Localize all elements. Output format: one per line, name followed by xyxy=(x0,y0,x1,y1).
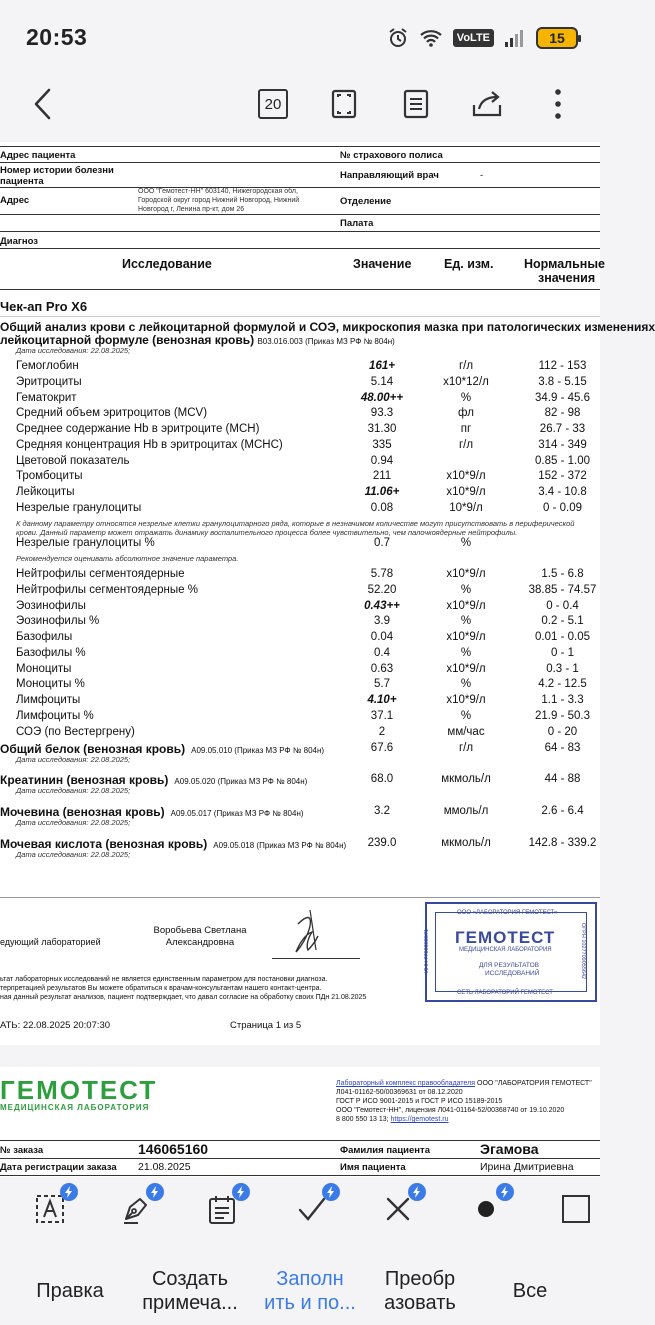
gemotest-logo xyxy=(0,1077,157,1112)
row-value: 0.63 xyxy=(370,662,394,675)
test-name: Мочевина (венозная кровь) xyxy=(0,805,165,819)
dot-icon xyxy=(476,1199,496,1219)
row-ref: 0 - 1 xyxy=(550,646,574,659)
fill-form-tool[interactable] xyxy=(202,1189,242,1229)
battery-indicator xyxy=(536,27,578,49)
row-name: Средняя концентрация Hb в эритроцитах (MCHC) xyxy=(16,438,283,451)
address-line-3: Новгород г, Ленина пр-кт, дом 26 xyxy=(138,206,245,213)
row-unit: % xyxy=(460,646,472,659)
row-ref: 38.85 - 74.57 xyxy=(528,583,597,596)
row-ref: 26.7 - 33 xyxy=(539,423,586,435)
stamp-bottom: СЕТЬ ЛАБОРАТОРИЙ ГЕМОТЕСТ xyxy=(457,990,553,996)
print-date: АТЬ: 22.08.2025 20:07:30 xyxy=(0,1020,111,1031)
row-ref: 3.8 - 5.15 xyxy=(538,375,587,388)
table-row xyxy=(0,470,600,486)
tab-convert-label-2: азовать xyxy=(384,1292,456,1314)
logo-sub: МЕДИЦИНСКАЯ ЛАБОРАТОРИЯ xyxy=(0,1103,150,1112)
row-name: Моноциты xyxy=(16,662,72,675)
table-row xyxy=(0,694,600,710)
surname-label: Фамилия пациента xyxy=(340,1145,430,1156)
department-label: Отделение xyxy=(340,196,392,207)
row-unit: г/л xyxy=(458,438,474,451)
row-value: 2 xyxy=(378,725,386,738)
row-name: Незрелые гранулоциты xyxy=(16,501,142,514)
row-ref: 1.1 - 3.3 xyxy=(541,694,584,706)
top-toolbar xyxy=(0,70,600,142)
row-name: Гематокрит xyxy=(16,391,77,404)
row-value: 0.7 xyxy=(374,537,390,549)
row-ref: 3.4 - 10.8 xyxy=(538,486,587,498)
test-name: Общий белок (венозная кровь) xyxy=(0,742,186,756)
row-ref: 44 - 88 xyxy=(544,773,581,785)
row-ref: 1.5 - 6.8 xyxy=(541,568,584,580)
lab-owner-link[interactable]: Лабораторный комплекс правообладателя xyxy=(336,1080,476,1087)
row-value: 48.00++ xyxy=(360,391,404,404)
row-unit: мкмоль/л xyxy=(441,837,491,849)
row-unit: фл xyxy=(458,407,474,420)
row-ref: 2.6 - 6.4 xyxy=(541,805,584,817)
row-value: 0.43++ xyxy=(364,599,400,612)
row-value: 3.2 xyxy=(374,805,390,817)
stamp-sub: МЕДИЦИНСКАЯ ЛАБОРАТОРИЯ xyxy=(459,947,552,953)
ig-note-1: К данному параметру относятся незрелые клетки гранулоцитарного ряда, которые в незначимом количестве могут присутствовать в периферической xyxy=(16,519,575,528)
row-unit: % xyxy=(460,391,472,404)
row-name: Лимфоциты % xyxy=(16,709,94,722)
checkmark-tool[interactable] xyxy=(292,1189,332,1229)
logo-main: ГЕМОТЕСТ xyxy=(0,1075,158,1105)
stamp-brand: ГЕМОТЕСТ xyxy=(455,928,556,947)
row-name: СОЭ (по Вестергрену) xyxy=(16,725,135,738)
row-name: Тромбоциты xyxy=(16,470,83,483)
stamp-ogrn: ОГРН 1027709055642 xyxy=(580,922,587,980)
tab-edit[interactable] xyxy=(15,1267,125,1303)
annotate-tool[interactable] xyxy=(116,1189,156,1229)
row-value: 4.10+ xyxy=(367,694,397,706)
table-row xyxy=(0,726,600,742)
diagnosis-label: Диагноз xyxy=(0,236,38,247)
lightning-icon xyxy=(500,1186,510,1198)
row-value: 11.06+ xyxy=(364,486,400,498)
row-value: 67.6 xyxy=(370,742,394,754)
row-unit: % xyxy=(460,537,472,549)
cbc-title-text: лейкоцитарной формуле (венозная кровь) xyxy=(0,333,255,347)
table-row xyxy=(0,439,600,455)
row-value: 37.1 xyxy=(370,709,394,722)
lightning-icon xyxy=(64,1186,74,1198)
address-line-1: ООО "Гемотест-НН" 603140, Нижегородская обл, xyxy=(138,188,298,195)
back-button[interactable] xyxy=(28,84,58,124)
row-ref: 314 - 349 xyxy=(538,438,587,451)
test-date: Дата исследования: 22.08.2025; xyxy=(16,818,131,827)
cbc-title-line-1: Общий анализ крови с лейкоцитарной формулой и СОЭ, микроскопия мазка при патологических изменениях xyxy=(0,320,655,334)
battery-level: 15 xyxy=(549,30,565,46)
lab-phone: 8 800 550 13 13; xyxy=(336,1116,389,1123)
table-row xyxy=(0,455,600,471)
table-row xyxy=(0,568,600,584)
col-ref-header-2: значения xyxy=(538,271,596,285)
test-code: A09.05.010 (Приказ МЗ РФ № 804н) xyxy=(191,746,325,755)
test-date: Дата исследования: 22.08.2025; xyxy=(16,755,131,764)
ig-note-2: крови. Данный параметр может отражать динамику воспалительного процесса более чувствительно, чем палочкоядерные нейтрофилы. xyxy=(16,528,518,537)
row-ref: 0.3 - 1 xyxy=(546,662,579,675)
row-name: Эозинофилы % xyxy=(16,615,100,628)
col-value-header: Значение xyxy=(353,257,412,271)
row-value: 31.30 xyxy=(367,423,397,435)
panel-title: Чек-ап Pro X6 xyxy=(0,299,88,314)
row-value: 5.78 xyxy=(370,568,394,580)
volte-indicator: VoLTE xyxy=(453,29,494,47)
lightning-icon xyxy=(412,1186,422,1198)
premium-badge xyxy=(322,1183,340,1201)
row-name: Базофилы xyxy=(16,631,73,643)
share-button[interactable] xyxy=(468,84,508,124)
row-value: 52.20 xyxy=(367,583,397,596)
table-row xyxy=(0,376,600,392)
lab-website-link[interactable]: https://gemotest.ru xyxy=(390,1116,449,1123)
row-unit: x10*9/л xyxy=(446,599,486,612)
row-unit: пг xyxy=(460,423,472,435)
dot-tool[interactable] xyxy=(466,1189,506,1229)
table-row xyxy=(0,710,600,726)
disclaimer-1: ьтат лабораторных исследований не является единственным параметром для постановки диагноза. xyxy=(0,976,328,983)
row-value: 211 xyxy=(372,470,392,483)
col-unit-header: Ед. изм. xyxy=(444,257,494,271)
row-name: Эритроциты xyxy=(16,375,82,388)
row-value: 0.08 xyxy=(370,501,394,514)
disclaimer-2: терпретацией результатов Вы можете обратиться к врачам-консультантам нашего контакт-центра. xyxy=(0,985,322,992)
row-unit: x10*9/л xyxy=(446,486,486,498)
row-ref: 142.8 - 339.2 xyxy=(528,837,597,849)
row-ref: 21.9 - 50.3 xyxy=(535,709,590,722)
tab-convert[interactable] xyxy=(365,1267,475,1315)
tab-all-label-1: Все xyxy=(512,1280,548,1302)
name-label: Имя пациента xyxy=(340,1162,406,1173)
lab-stamp xyxy=(425,902,597,1002)
table-row xyxy=(0,584,600,600)
row-unit: x10*12/л xyxy=(443,375,489,388)
table-row xyxy=(0,647,600,663)
bottom-action-bar xyxy=(0,1177,600,1325)
row-name: Гемоглобин xyxy=(16,360,79,372)
row-ref: 82 - 98 xyxy=(544,407,581,420)
head-name-2: Александровна xyxy=(165,937,235,948)
surname-value: Эгамова xyxy=(480,1141,539,1157)
cross-tool[interactable] xyxy=(378,1189,418,1229)
row-name: Лейкоциты xyxy=(16,486,75,498)
row-value: 5.14 xyxy=(370,375,394,388)
fit-screen-icon xyxy=(331,89,357,119)
table-row xyxy=(0,423,600,439)
signal-icon xyxy=(504,28,526,48)
premium-badge xyxy=(232,1183,250,1201)
rectangle-icon xyxy=(561,1194,591,1224)
test-date: Дата исследования: 22.08.2025; xyxy=(16,786,131,795)
table-row xyxy=(0,600,600,616)
row-name: Лимфоциты xyxy=(16,694,81,706)
referring-doctor-label: Направляющий врач xyxy=(340,170,439,181)
clock: 20:53 xyxy=(26,24,88,50)
row-ref: 64 - 83 xyxy=(544,742,581,754)
col-ref-header-1: Нормальные xyxy=(524,257,605,271)
table-row xyxy=(0,502,600,518)
row-ref: 0.2 - 5.1 xyxy=(541,615,584,628)
signature-image xyxy=(270,904,360,960)
name-value: Ирина Дмитриевна xyxy=(480,1161,574,1173)
insurance-label: № страхового полиса xyxy=(340,150,443,161)
row-name: Эозинофилы xyxy=(16,599,86,612)
disclaimer-3: ная данный результат анализов, пациент подтверждает, что давал согласие на обработку своих ПДн 21.08.2025 xyxy=(0,994,367,1001)
row-unit: x10*9/л xyxy=(446,470,486,483)
row-name: Нейтрофилы сегментоядерные xyxy=(16,568,185,580)
head-role: едующий лабораторией xyxy=(0,937,101,947)
head-name-1: Воробьева Светлана xyxy=(153,925,247,936)
row-ref: 152 - 372 xyxy=(538,470,587,483)
lab-line-3: ГОСТ Р ИСО 9001-2015 и ГОСТ Р ИСО 15189-2015 xyxy=(336,1098,503,1105)
lightning-icon xyxy=(150,1186,160,1198)
page-separator xyxy=(0,1045,600,1067)
stamp-top: ООО «ЛАБОРАТОРИЯ ГЕМОТЕСТ» xyxy=(457,910,558,916)
table-row xyxy=(0,392,600,408)
lab-owner-name: ООО "ЛАБОРАТОРИЯ ГЕМОТЕСТ" xyxy=(477,1080,592,1087)
row-unit: ммоль/л xyxy=(443,805,489,817)
row-ref: 112 - 153 xyxy=(538,360,587,372)
row-unit: x10*9/л xyxy=(446,662,486,675)
table-row xyxy=(0,537,600,553)
premium-badge xyxy=(496,1183,514,1201)
status-bar xyxy=(0,0,600,70)
row-unit: % xyxy=(460,583,472,596)
tab-convert-label-1: Преобр xyxy=(384,1268,456,1290)
row-unit: x10*9/л xyxy=(446,631,486,643)
page-number: Страница 1 из 5 xyxy=(230,1020,302,1031)
table-row xyxy=(0,360,600,376)
wifi-icon xyxy=(419,28,443,48)
row-unit: x10*9/л xyxy=(446,694,486,706)
referring-doctor-value: - xyxy=(480,170,484,181)
share-icon xyxy=(471,89,505,119)
cbc-title-line-2 xyxy=(0,333,395,347)
edit-text-tool[interactable] xyxy=(30,1189,70,1229)
row-ref: 4.2 - 12.5 xyxy=(538,678,587,691)
row-name: Среднее содержание Hb в эритроците (MCH) xyxy=(16,423,260,435)
table-row xyxy=(0,615,600,631)
row-unit: 10*9/л xyxy=(449,501,483,514)
row-ref: 34.9 - 45.6 xyxy=(535,391,590,404)
row-unit: % xyxy=(460,709,472,722)
ward-label: Палата xyxy=(340,218,374,229)
tab-create-note-label-2: примеча... xyxy=(142,1292,238,1314)
row-ref: 0 - 0.4 xyxy=(546,599,579,612)
order-value: 146065160 xyxy=(138,1141,209,1157)
fit-page-button[interactable] xyxy=(326,84,362,124)
row-name: Нейтрофилы сегментоядерные % xyxy=(16,583,198,596)
row-value: 0.4 xyxy=(374,646,390,659)
row-name: Цветовой показатель xyxy=(16,454,130,467)
lightning-icon xyxy=(326,1186,336,1198)
row-value: 335 xyxy=(372,438,392,451)
row-unit: мм/час xyxy=(447,725,485,738)
lightning-icon xyxy=(236,1186,246,1198)
row-value: 161+ xyxy=(369,360,395,372)
checkmark-icon xyxy=(297,1195,327,1223)
table-row xyxy=(0,678,600,694)
stamp-for-2: ИССЛЕДОВАНИЙ xyxy=(485,970,540,977)
test-name: Креатинин (венозная кровь) xyxy=(0,773,169,787)
row-name: Незрелые гранулоциты % xyxy=(16,537,155,549)
row-ref: 0 - 0.09 xyxy=(543,501,582,514)
row-value: 239.0 xyxy=(367,837,397,849)
row-name: Средний объем эритроцитов (MCV) xyxy=(16,407,208,420)
premium-badge xyxy=(408,1183,426,1201)
back-arrow-icon xyxy=(33,88,53,120)
page-count: 20 xyxy=(258,89,288,119)
lab-line-2: Л041-01162-50/00369631 от 08.12.2020 xyxy=(336,1089,463,1096)
row-ref: 0.85 - 1.00 xyxy=(535,454,590,467)
reg-date-label: Дата регистрации заказа xyxy=(0,1162,117,1173)
lab-line-4: ООО "Гемотест-НН", лицензия Л041-01164-52/00368740 от 19.10.2020 xyxy=(336,1107,565,1114)
row-value: 93.3 xyxy=(370,407,394,420)
history-label: Номер истории болезни пациента xyxy=(0,165,114,187)
test-code: A09.05.020 (Приказ МЗ РФ № 804н) xyxy=(174,777,308,786)
stamp-inn: ИНН 7709383571 xyxy=(424,928,431,974)
tab-all[interactable] xyxy=(475,1267,585,1303)
test-date: Дата исследования: 22.08.2025; xyxy=(16,850,131,859)
more-vertical-icon xyxy=(554,88,562,120)
status-icons xyxy=(387,26,578,50)
address-line-2: Городской округ город Нижний Новгород, Нижний xyxy=(138,197,300,204)
row-value: 0.94 xyxy=(370,454,394,467)
cross-icon xyxy=(384,1195,412,1223)
tab-fill-sign-label-2: ить и по... xyxy=(264,1292,356,1314)
col-test-header: Исследование xyxy=(122,257,212,271)
cbc-study-date: Дата исследования: 22.08.2025; xyxy=(16,346,131,355)
address-label: Адрес xyxy=(0,195,30,206)
row-value: 3.9 xyxy=(374,615,390,628)
stamp-for-1: ДЛЯ РЕЗУЛЬТАТОВ xyxy=(479,962,539,969)
tab-create-note-label-1: Создать xyxy=(151,1268,228,1290)
row-unit: % xyxy=(460,678,472,691)
row-unit: г/л xyxy=(458,742,474,754)
row-name: Моноциты % xyxy=(16,678,85,691)
alarm-icon xyxy=(387,27,409,49)
row-unit: мкмоль/л xyxy=(441,773,491,785)
premium-badge xyxy=(60,1183,78,1201)
reading-mode-button[interactable] xyxy=(398,84,434,124)
row-value: 68.0 xyxy=(370,773,394,785)
tab-fill-sign[interactable] xyxy=(255,1267,365,1315)
row-value: 5.7 xyxy=(374,678,390,691)
table-row xyxy=(0,407,600,423)
row-unit: % xyxy=(460,615,472,628)
document-view-icon xyxy=(403,89,429,119)
more-options-button[interactable] xyxy=(546,84,570,124)
row-ref: 0 - 20 xyxy=(547,725,578,738)
row-unit: г/л xyxy=(458,360,474,372)
row-name: Базофилы % xyxy=(16,646,86,659)
test-code: A09.05.018 (Приказ МЗ РФ № 804н) xyxy=(213,841,347,850)
table-row xyxy=(0,486,600,502)
rectangle-tool[interactable] xyxy=(556,1189,596,1229)
tab-fill-sign-label-1: Заполн xyxy=(276,1268,344,1290)
row-ref: 0.01 - 0.05 xyxy=(535,631,590,643)
reg-date-value: 21.08.2025 xyxy=(138,1161,191,1173)
page-count-button[interactable] xyxy=(255,84,291,124)
premium-badge xyxy=(146,1183,164,1201)
tab-edit-label-1: Правка xyxy=(36,1280,104,1302)
order-label: № заказа xyxy=(0,1145,44,1156)
row-unit: x10*9/л xyxy=(446,568,486,580)
ig-note-3: Рекомендуется оценивать абсолютное значение параметра. xyxy=(16,554,239,563)
test-name: Мочевая кислота (венозная кровь) xyxy=(0,837,208,851)
test-code: A09.05.017 (Приказ МЗ РФ № 804н) xyxy=(170,809,304,818)
patient-address-label: Адрес пациента xyxy=(0,150,76,161)
table-row xyxy=(0,663,600,679)
tab-create-note[interactable] xyxy=(135,1267,245,1315)
document-page[interactable] xyxy=(0,142,655,1177)
table-row xyxy=(0,631,600,647)
cbc-code: B03.016.003 (Приказ МЗ РФ № 804н) xyxy=(257,337,395,346)
row-value: 0.04 xyxy=(370,631,394,643)
